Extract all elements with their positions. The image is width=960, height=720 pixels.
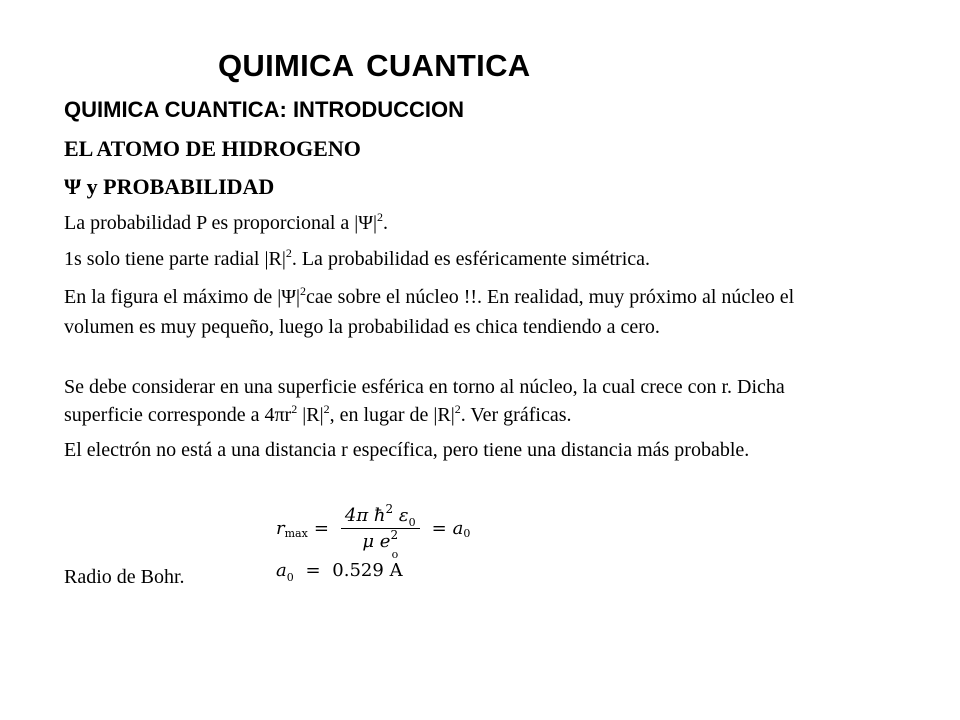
page-subtitle: QUIMICA CUANTICA: INTRODUCCION bbox=[64, 97, 465, 122]
bohr-radius-formula: $a_0 = 0.529$ A o bbox=[276, 548, 403, 584]
paragraph-maximum: En la figura el máximo de $|\Psi|^2cae$ sobre el núcleo !!. En realidad, muy próximo al núcleo el volumen es muy pequeño, luego la probabilidad es chica tendiendo a cero. bbox=[64, 284, 795, 338]
paragraph-radial: 1s solo tiene parte radial $|R|^2$. La probabilidad es esféricamente simétrica. bbox=[64, 246, 651, 270]
paragraph-surface: Se debe considerar en una superficie esférica en torno al núcleo, la cual crece con r. Dicha superficie corresponde a $4\pi r^2$ $|R|^2$, en lugar de $|R|^2$. Ver gráficas. bbox=[64, 376, 785, 426]
subsection-heading: Ψ y PROBABILIDAD bbox=[64, 174, 275, 199]
paragraph-probability: La probabilidad P es proporcional a $|\Psi|^2$. bbox=[64, 210, 389, 234]
paragraph-distance: El electrón no está a una distancia r específica, pero tiene una distancia más probable. bbox=[64, 439, 750, 461]
page-title: QUIMICA CUANTICA bbox=[218, 48, 531, 83]
rmax-formula: r max = $\frac{4\pi ħ^2 \varepsilon_0}{\mu e^2}$ = a 0 bbox=[276, 501, 471, 552]
section-heading: EL ATOMO DE HIDROGENO bbox=[64, 136, 361, 161]
bohr-radius-label: Radio de Bohr. bbox=[64, 566, 185, 588]
